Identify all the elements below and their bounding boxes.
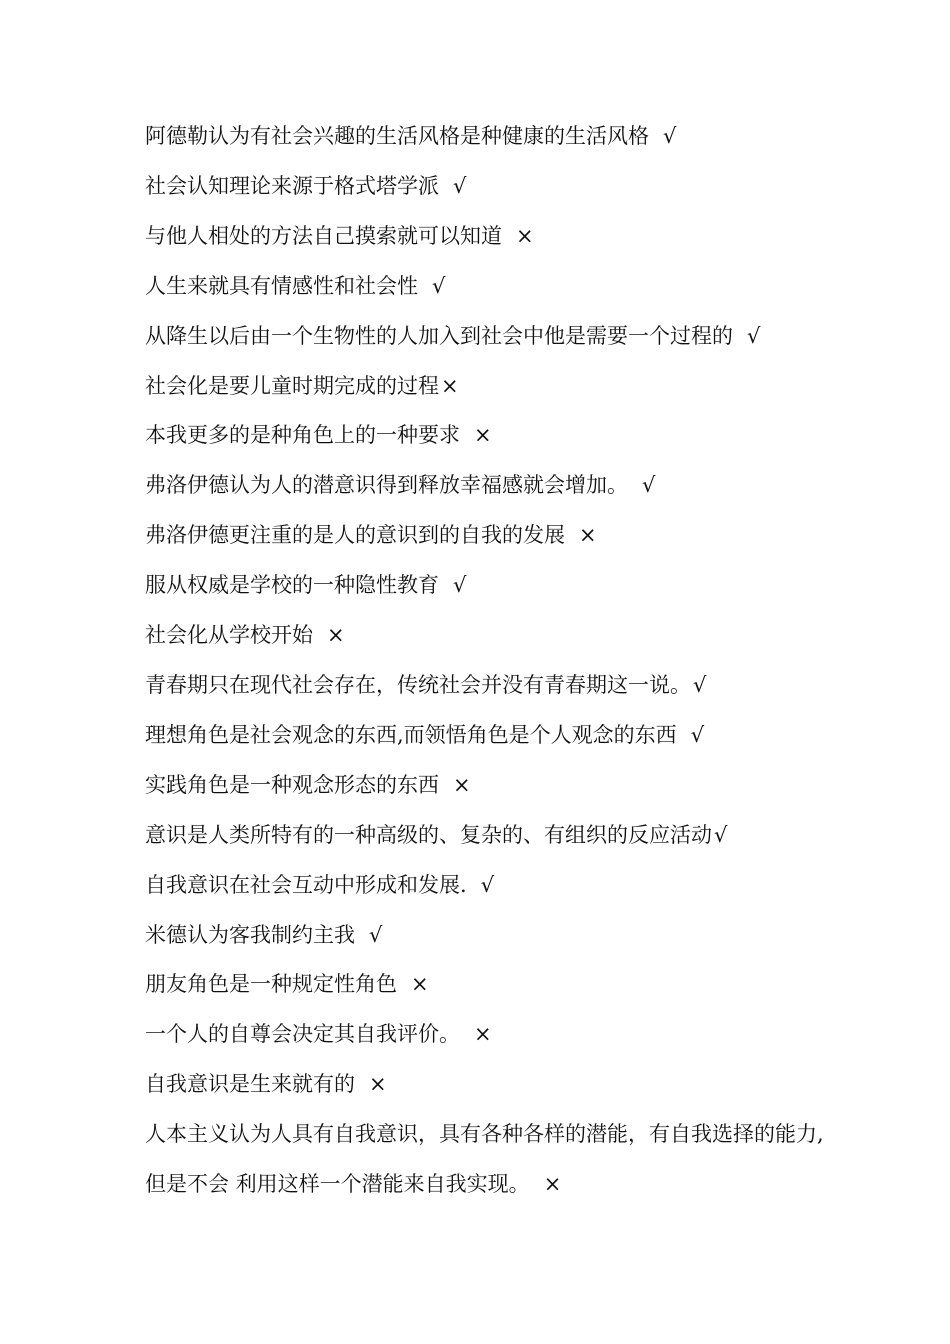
statement-item (145, 511, 825, 561)
statement-item (145, 461, 825, 511)
statement-text: 人本主义认为人具有自我意识，具有各种各样的潜能，有自我选择的能力,但是不会 利用这样一个潜能来自我实现。 (145, 1122, 824, 1197)
statement-text: 实践角色是一种观念形态的东西 (145, 772, 439, 797)
statement-item (145, 661, 825, 711)
answer-mark: × (579, 523, 597, 548)
answer-mark: √ (453, 573, 467, 598)
statement-text: 意识是人类所特有的一种高级的、复杂的、有组织的反应活动 (145, 822, 712, 847)
statement-item (145, 312, 825, 362)
statement-text: 本我更多的是种角色上的一种要求 (145, 423, 460, 448)
answer-mark: × (543, 1172, 562, 1197)
statement-list (145, 112, 825, 1210)
statement-text: 社会化从学校开始 (145, 623, 313, 648)
statement-text: 服从权威是学校的一种隐性教育 (145, 573, 439, 598)
statement-item (145, 861, 825, 911)
statement-item (145, 811, 825, 861)
statement-item (145, 1010, 825, 1060)
answer-mark: × (441, 373, 459, 398)
answer-mark: √ (663, 124, 677, 148)
statement-text: 人生来就具有情感性和社会性 (145, 273, 418, 298)
statement-item (145, 561, 825, 611)
answer-mark: √ (432, 273, 446, 298)
answer-mark: × (369, 1072, 387, 1097)
statement-item (145, 960, 825, 1010)
statement-text: 理想角色是社会观念的东西,而领悟角色是个人观念的东西 (145, 722, 677, 747)
answer-mark: √ (480, 872, 495, 897)
statement-text: 米德认为客我制约主我 (145, 922, 355, 947)
statement-item (145, 711, 825, 761)
statement-item (145, 212, 825, 262)
statement-text: 与他人相处的方法自己摸索就可以知道 (145, 223, 502, 248)
answer-mark: × (516, 223, 534, 248)
statement-text: 自我意识在社会互动中形成和发展. (145, 872, 467, 897)
answer-mark: √ (714, 822, 728, 847)
statement-text: 自我意识是生来就有的 (145, 1072, 355, 1097)
statement-text: 社会化是要儿童时期完成的过程 (145, 373, 439, 398)
answer-mark: × (411, 972, 429, 997)
statement-item (145, 411, 825, 461)
statement-text: 从降生以后由一个生物性的人加入到社会中他是需要一个过程的 (145, 323, 733, 348)
answer-mark: × (327, 623, 345, 648)
answer-mark: √ (693, 672, 707, 697)
statement-text: 弗洛伊德认为人的潜意识得到释放幸福感就会增加。 (145, 473, 628, 498)
statement-item (145, 611, 825, 661)
answer-mark: × (474, 423, 492, 448)
statement-text: 阿德勒认为有社会兴趣的生活风格是种健康的生活风格 (145, 124, 649, 148)
statement-item (145, 362, 825, 412)
statement-text: 一个人的自尊会决定其自我评价。 (145, 1022, 460, 1047)
answer-mark: √ (453, 173, 467, 198)
statement-item (145, 1110, 825, 1210)
statement-text: 朋友角色是一种规定性角色 (145, 972, 397, 997)
statement-item (145, 911, 825, 961)
answer-mark: √ (747, 323, 761, 348)
statement-item (145, 112, 825, 162)
statement-text: 青春期只在现代社会存在，传统社会并没有青春期这一说。 (145, 672, 691, 697)
answer-mark: × (453, 772, 471, 797)
statement-item (145, 1060, 825, 1110)
statement-item (145, 262, 825, 312)
answer-mark: √ (642, 473, 656, 498)
answer-mark: √ (690, 722, 705, 747)
statement-text: 社会认知理论来源于格式塔学派 (145, 173, 439, 198)
statement-item (145, 761, 825, 811)
answer-mark: × (474, 1022, 492, 1047)
statement-item (145, 162, 825, 212)
statement-text: 弗洛伊德更注重的是人的意识到的自我的发展 (145, 523, 565, 548)
answer-mark: √ (369, 922, 383, 947)
